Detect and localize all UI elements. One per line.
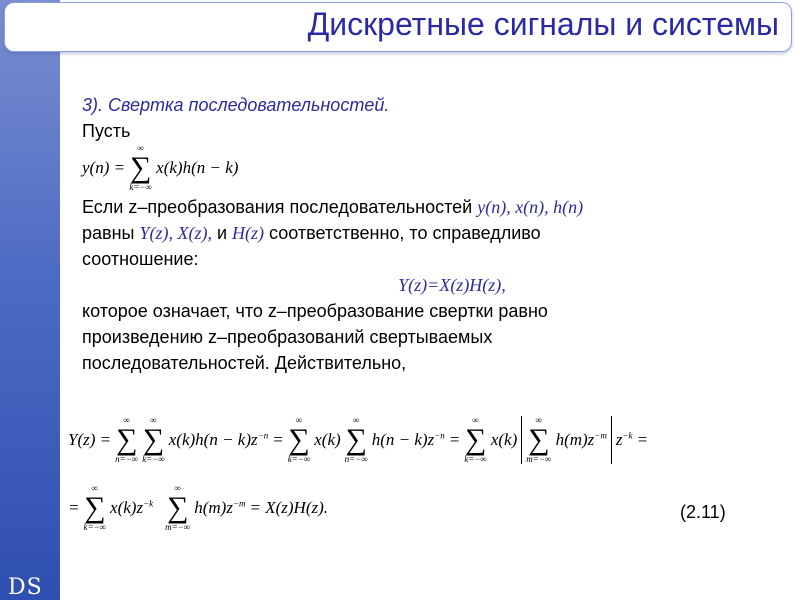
sum-symbol — [115, 416, 138, 464]
eq-term-1 — [169, 430, 268, 450]
sum-symbol — [129, 144, 152, 192]
slide-title: Дискретные сигналы и системы — [307, 6, 779, 42]
sum-upper-limit: ∞ — [295, 415, 303, 425]
equation-line-2 — [68, 484, 628, 532]
para2-text-c: и — [211, 223, 233, 243]
sigma-icon: ∑ — [464, 423, 487, 456]
line2-equals: = — [68, 498, 80, 517]
sigma-icon: ∑ — [345, 423, 367, 456]
para2-text-a: равны — [82, 223, 140, 243]
sum-upper-limit: ∞ — [123, 415, 130, 425]
paragraph-line-1 — [82, 194, 782, 220]
sum-lower-limit: k=−∞ — [129, 182, 152, 192]
term-2b-exponent: −n — [434, 430, 445, 441]
para2-text-e: соответственно, то справедливо — [264, 223, 541, 243]
sum-lower-limit: k=−∞ — [287, 454, 311, 464]
convolution-definition — [82, 144, 782, 190]
sum-upper-limit: ∞ — [472, 415, 479, 425]
sigma-icon: ∑ — [142, 423, 165, 456]
bracket-group — [521, 416, 612, 464]
term-3a: x(k) — [490, 430, 518, 449]
equals-sign: = — [272, 430, 284, 449]
product-formula: Y(z)=X(z)H(z), — [398, 275, 506, 295]
l2-term-b-exponent: −m — [232, 498, 246, 509]
line2-result: = X(z)H(z). — [249, 498, 329, 517]
paragraph-line-6: последовательностей. Действительно, — [82, 353, 407, 373]
term-2a: x(k) — [314, 430, 341, 449]
sigma-icon: ∑ — [129, 151, 152, 184]
sum-symbol — [345, 416, 368, 464]
term-1-exponent: −n — [257, 430, 269, 441]
section-subtitle: 3). Свертка последовательностей. — [82, 95, 390, 115]
sum-lower-limit: n=−∞ — [344, 454, 368, 464]
sigma-icon: ∑ — [166, 491, 189, 524]
sum-upper-limit: ∞ — [352, 415, 360, 425]
para1-text: Если z–преобразования последовательностей — [82, 197, 478, 217]
sum-symbol — [83, 484, 106, 532]
sum-upper-limit: ∞ — [150, 415, 157, 425]
para2-h-transform: H(z) — [232, 223, 265, 243]
eq-term-3c — [616, 430, 633, 450]
sigma-icon: ∑ — [528, 423, 550, 456]
slide-content — [82, 92, 782, 376]
sum-lower-limit: k=−∞ — [83, 522, 107, 532]
sigma-icon: ∑ — [84, 491, 106, 524]
sum-upper-limit: ∞ — [137, 143, 144, 153]
term-2b: h(n − k)z — [371, 430, 435, 449]
sum-upper-limit: ∞ — [174, 483, 181, 493]
term-3c-exponent: −k — [622, 430, 633, 441]
sum-symbol — [165, 484, 190, 532]
sum-lower-limit: k=−∞ — [142, 454, 165, 464]
sum-upper-limit: ∞ — [91, 483, 98, 493]
eq-lhs: Y(z) = — [68, 430, 112, 449]
sum-upper-limit: ∞ — [535, 415, 542, 425]
term-3b-exponent: −m — [594, 430, 607, 441]
title-box — [4, 2, 792, 52]
equation-number: (2.11) — [680, 502, 726, 522]
l2-term-b: h(m)z — [194, 498, 233, 517]
sum-lower-limit: k=−∞ — [464, 454, 487, 464]
paragraph-line-3: соотношение: — [82, 249, 199, 269]
sum-symbol — [142, 416, 165, 464]
eq-def-lhs: y(n) = — [82, 158, 126, 177]
line2-term-a — [110, 498, 153, 518]
term-3b: h(m)z — [555, 430, 595, 449]
paragraph-line-4: которое означает, что z–преобразование свертки равно — [82, 301, 548, 321]
sum-symbol — [526, 416, 551, 464]
para2-transforms: Y(z), X(z), — [139, 223, 212, 243]
sum-symbol — [464, 416, 487, 464]
let-text: Пусть — [82, 121, 131, 141]
sum-lower-limit: m=−∞ — [165, 522, 191, 532]
trailing-equals: = — [636, 430, 649, 449]
term-1: x(k)h(n − k)z — [168, 430, 258, 449]
sum-lower-limit: n=−∞ — [115, 454, 139, 464]
sidebar-bar — [0, 0, 60, 600]
para1-sequences: y(n), x(n), h(n) — [477, 197, 584, 217]
line2-term-b — [194, 498, 245, 518]
sum-symbol — [288, 416, 311, 464]
paragraph-line-5: произведению z–преобразований свертываемых — [82, 327, 493, 347]
sigma-icon: ∑ — [288, 423, 310, 456]
eq-term-2b — [372, 430, 445, 450]
eq-term-3b — [556, 430, 607, 450]
l2-term-a: x(k)z — [110, 498, 144, 517]
sum-lower-limit: m=−∞ — [526, 454, 552, 464]
term-3c: z — [615, 430, 623, 449]
l2-term-a-exponent: −k — [143, 498, 154, 509]
sigma-icon: ∑ — [115, 423, 138, 456]
eq-def-term: x(k)h(n − k) — [156, 158, 239, 177]
ds-logo: DS — [8, 575, 43, 600]
equals-sign: = — [448, 430, 461, 449]
paragraph-line-2 — [82, 220, 782, 246]
equation-line-1 — [68, 416, 788, 464]
